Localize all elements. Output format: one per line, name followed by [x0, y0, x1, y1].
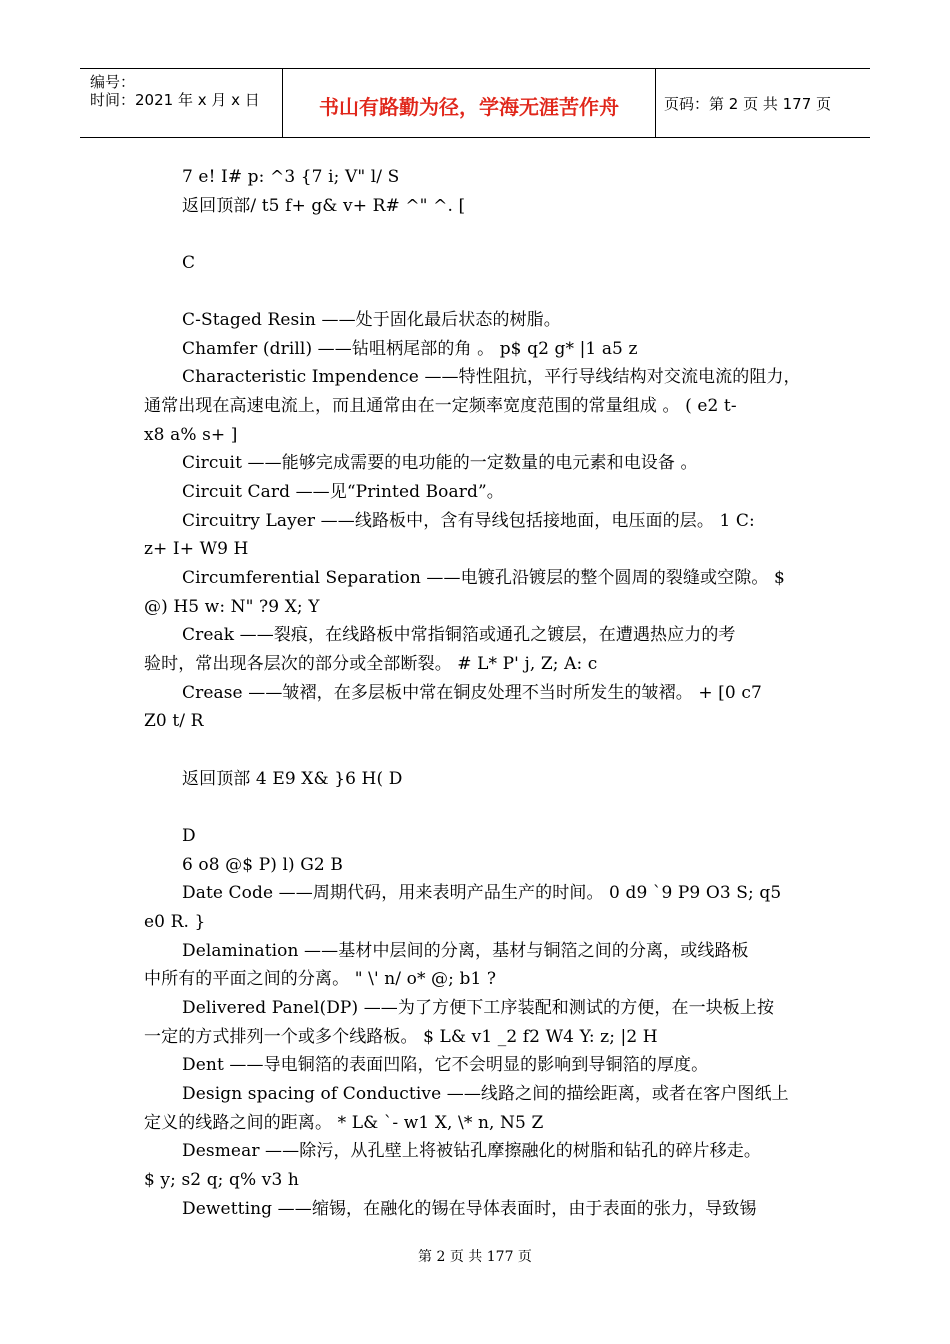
term-entry-continued: 一定的方式排列一个或多个线路板。 $ L& v1 _2 f2 W4 Y: z; |2 H — [144, 1027, 658, 1047]
page-footer: 第 2 页 共 177 页 — [418, 1249, 532, 1265]
term-entry: Delivered Panel(DP) ——为了方便下工序装配和测试的方便，在一块板上按 — [182, 998, 775, 1018]
header-motto-cell — [283, 69, 656, 137]
serial-label: 编号： — [90, 73, 136, 91]
term-entry: Circuitry Layer ——线路板中，含有导线包括接地面，电压面的层。 1 C: — [182, 511, 755, 531]
term-entry: Chamfer (drill) ——钻咀柄尾部的角 。 p$ q2 g* |1 a5 z — [182, 339, 638, 359]
header-table — [80, 68, 870, 138]
term-entry: Crease ——皱褶，在多层板中常在铜皮处理不当时所发生的皱褶。 + [0 c7 — [182, 683, 762, 703]
term-entry: Desmear ——除污，从孔壁上将被钻孔摩擦融化的树脂和钻孔的碎片移走。 — [182, 1141, 761, 1161]
term-entry: Creak ——裂痕，在线路板中常指铜箔或通孔之镀层，在遭遇热应力的考 — [182, 625, 736, 645]
term-entry: Characteristic Impendence ——特性阻抗，平行导线结构对交流电流的阻力， — [182, 367, 801, 387]
section-heading-d: D — [182, 826, 196, 846]
term-entry: Date Code ——周期代码，用来表明产品生产的时间。 0 d9 `9 P9 O3 S; q5 — [182, 883, 782, 903]
term-entry: Circuit Card ——见“Printed Board”。 — [182, 482, 504, 502]
term-entry-continued: @) H5 w: N" ?9 X; Y — [144, 597, 320, 617]
time-label: 时间：2021 年 x 月 x 日 — [90, 91, 260, 109]
term-entry-continued: Z0 t/ R — [144, 711, 204, 731]
term-entry-continued: 验时，常出现各层次的部分或全部断裂。 # L* P' j, Z; A: c — [144, 654, 598, 674]
term-entry: Design spacing of Conductive ——线路之间的描绘距离，或者在客户图纸上 — [182, 1084, 789, 1104]
term-entry: C-Staged Resin ——处于固化最后状态的树脂。 — [182, 310, 561, 330]
header-meta-cell — [80, 69, 283, 137]
text-line: 7 e! I# p: ^3 {7 i; V" l/ S — [182, 167, 400, 187]
term-entry: Circumferential Separation ——电镀孔沿镀层的整个圆周的裂缝或空隙。 $ — [182, 568, 785, 588]
term-entry: Delamination ——基材中层间的分离，基材与铜箔之间的分离，或线路板 — [182, 941, 749, 961]
term-entry-continued: 通常出现在高速电流上，而且通常由在一定频率宽度范围的常量组成 。 ( e2 t- — [144, 396, 737, 416]
term-entry-continued: x8 a% s+ ] — [144, 425, 238, 445]
term-entry: Dent ——导电铜箔的表面凹陷，它不会明显的影响到导铜箔的厚度。 — [182, 1055, 709, 1075]
term-entry-continued: 中所有的平面之间的分离。 " \' n/ o* @; b1 ? — [144, 969, 497, 989]
term-entry-continued: z+ I+ W9 H — [144, 539, 249, 559]
term-entry: Dewetting ——缩锡，在融化的锡在导体表面时，由于表面的张力，导致锡 — [182, 1199, 757, 1219]
back-to-top-line: 返回顶部 4 E9 X& }6 H( D — [182, 769, 403, 789]
motto-text: 书山有路勤为径，学海无涯苦作舟 — [319, 95, 619, 119]
header-page-cell — [656, 69, 870, 137]
term-entry-continued: 定义的线路之间的距离。 * L& `- w1 X, \* n, N5 Z — [144, 1113, 544, 1133]
text-line: 6 o8 @$ P) l) G2 B — [182, 855, 343, 875]
page-info: 页码：第 2 页 共 177 页 — [664, 95, 832, 113]
back-to-top-line: 返回顶部/ t5 f+ g& v+ R# ^" ^. [ — [182, 196, 466, 216]
term-entry-continued: $ y; s2 q; q% v3 h — [144, 1170, 299, 1190]
section-heading-c: C — [182, 253, 196, 273]
term-entry: Circuit ——能够完成需要的电功能的一定数量的电元素和电设备 。 — [182, 453, 698, 473]
term-entry-continued: e0 R. } — [144, 912, 206, 932]
